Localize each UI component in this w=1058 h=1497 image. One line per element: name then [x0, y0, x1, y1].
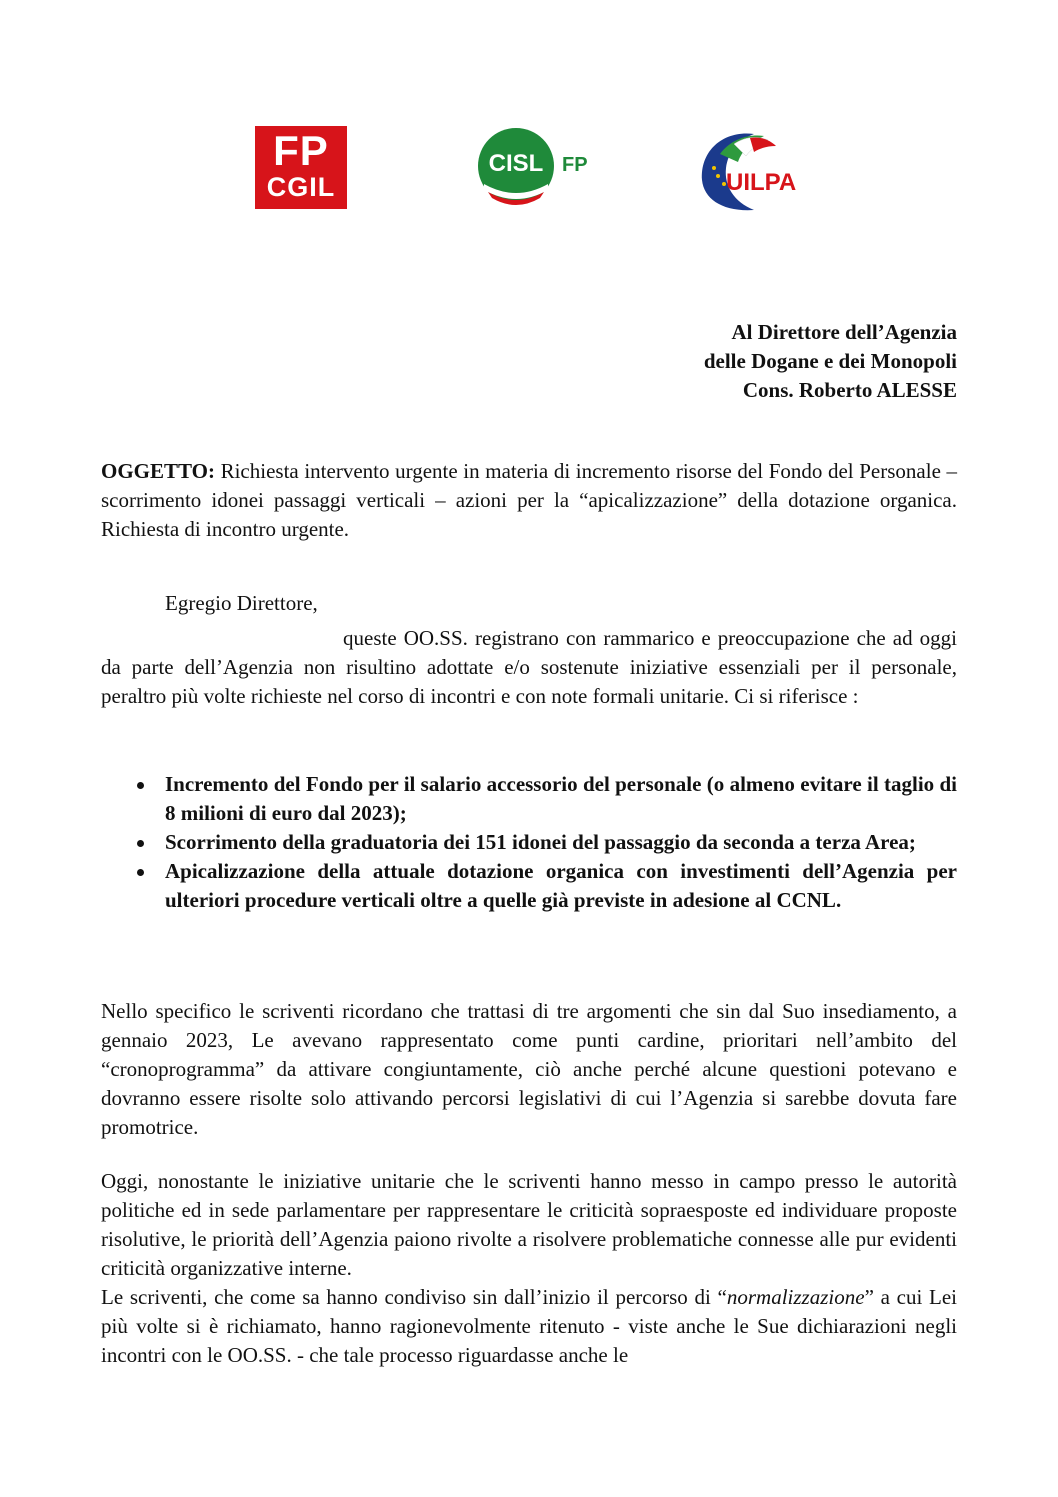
fp-cgil-logo: [255, 126, 347, 209]
para3-after: ” a cui Lei più volte si è richiamato, hanno ragionevolmente ritenuto - viste anche le Sue dichiarazioni negli incontri con le OO.SS. - che tale processo riguardasse anche le: [101, 1285, 957, 1367]
greeting: Egregio Direttore,: [165, 591, 318, 615]
intro-paragraph: queste OO.SS. registrano con rammarico e preoccupazione che ad oggi da parte dell’Agenzia non risultino adottate e/o sostenute iniziative essenziali per il personale, peraltro più volte richieste nel corso di incontri e con note formali unitarie. Ci si riferisce :: [101, 626, 957, 708]
bullet-item: [101, 770, 957, 828]
subject-text: Richiesta intervento urgente in materia di incremento risorse del Fondo del Personale – scorrimento idonei passaggi verticali – azioni per la “apicalizzazione” della dotazione organica. Richiesta di incontro urgente.: [101, 459, 957, 541]
recipient-line-2: delle Dogane e dei Monopoli: [703, 349, 957, 373]
bullet-dot-icon: [137, 840, 144, 847]
subject-label: OGGETTO:: [101, 459, 215, 483]
bullet-item: [101, 828, 957, 857]
para3-italic: normalizzazione: [726, 1285, 865, 1309]
bullet-dot-icon: [137, 869, 144, 876]
subject-paragraph: [101, 457, 957, 544]
bullet-item: [101, 857, 957, 915]
cisl-logo-text: CISL: [488, 150, 544, 177]
recipient-line-1: Al Direttore dell’Agenzia: [731, 320, 957, 344]
fp-cgil-logo-line2: CGIL: [266, 172, 336, 202]
body-paragraph-1: Nello specifico le scriventi ricordano che trattasi di tre argomenti che sin dal Suo insediamento, a gennaio 2023, Le avevano rappresentato come punti cardine, prioritari nell’ambito del “cronoprogramma” da attivare congiuntamente, ciò anche perché alcune questioni potevano e dovranno essere risolte solo attivando percorsi legislativi di cui l’Agenzia si sarebbe dovuta fare promotrice.: [101, 999, 957, 1139]
para3-before: Le scriventi, che come sa hanno condiviso sin dall’inizio il percorso di “: [101, 1285, 727, 1309]
body-paragraph-2: Oggi, nonostante le iniziative unitarie che le scriventi hanno messo in campo presso le autorità politiche ed in sede parlamentare per rappresentare le criticità sopraesposte ed individuare proposte risolutive, le priorità dell’Agenzia paiono rivolte a risolvere problematiche connesse alle pur evidenti criticità organizzative interne.: [101, 1169, 957, 1280]
fp-cgil-logo-line1: FP: [273, 127, 329, 174]
bullet-dot-icon: [137, 782, 144, 789]
bullet-list: [101, 770, 957, 915]
cisl-fp-logo: [478, 124, 598, 214]
recipient-line-3: Cons. Roberto ALESSE: [742, 378, 957, 402]
bullet-text: Apicalizzazione della attuale dotazione organica con investimenti dell’Agenzia per ulteriori procedure verticali oltre a quelle già previste in adesione al CCNL.: [165, 859, 957, 912]
uilpa-logo-text: UILPA: [726, 169, 797, 196]
bullet-text: Scorrimento della graduatoria dei 151 idonei del passaggio da seconda a terza Area;: [165, 830, 916, 854]
bullet-text: Incremento del Fondo per il salario accessorio del personale (o almeno evitare il taglio di 8 milioni di euro dal 2023);: [165, 772, 957, 825]
recipient-block: [704, 318, 957, 405]
cisl-logo-suffix: FP: [562, 154, 588, 176]
uilpa-logo: [694, 124, 806, 218]
body-paragraph-3: [101, 1283, 957, 1370]
